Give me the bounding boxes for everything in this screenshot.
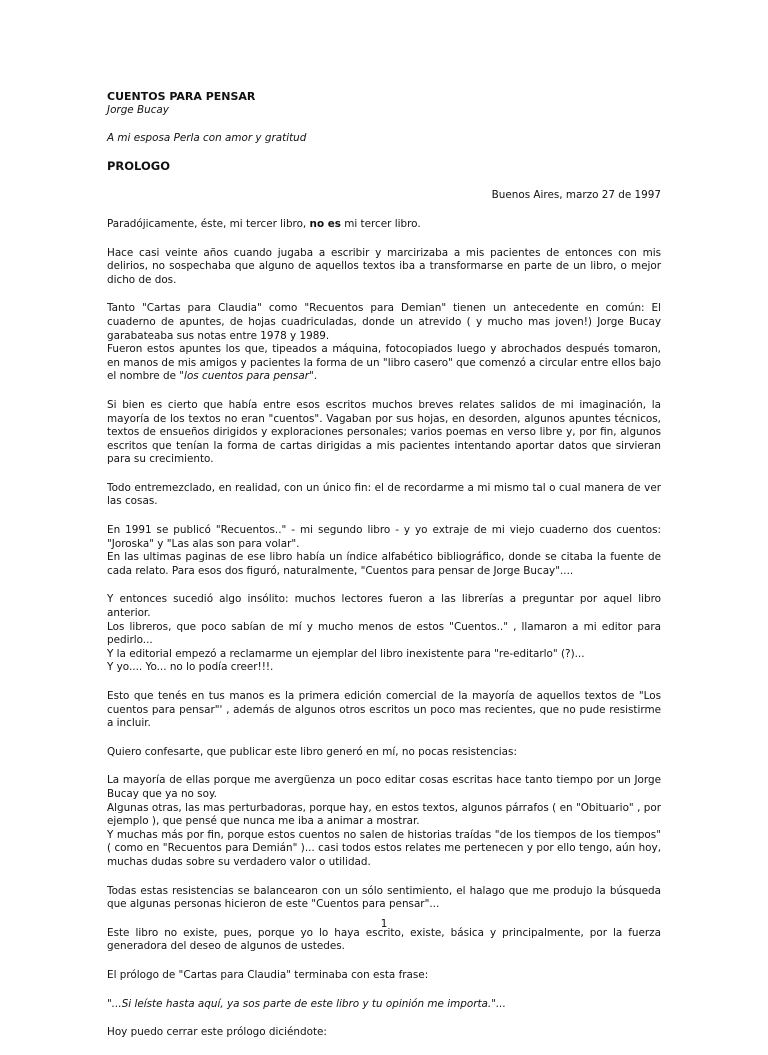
paragraph: Si bien es cierto que había entre esos escritos muchos breves relates salidos de mi imaginación, la mayoría de los textos no eran "cuentos". Vagaban por sus hojas, en desorden, algunos apuntes técnicos, textos de ensueños dirigidos y exploraciones personales; varios poemas en verso libre y, por fin, algunos escritos que tenían la forma de cartas dirigidas a mis pacientes intentando aportar datos que sirvieran para su crecimiento. [107, 398, 661, 466]
page-number: 1 [380, 918, 388, 930]
text: Y muchas más por fin, porque estos cuentos no salen de historias traídas "de los tiempos de los tiempos" ( como en "Recuentos para Demián" )... casi todos estos relates me pertenecen y por ello tengo, aún hoy, muchas dudas sobre su verdadero valor o utilidad. [107, 828, 661, 868]
text: Y yo.... Yo... no lo podía creer!!!. [107, 661, 274, 674]
text: En 1991 se publicó "Recuentos.." - mi segundo libro - y yo extraje de mi viejo cuaderno dos cuentos: "Joroska" y "Las alas son para volar". [107, 524, 661, 550]
book-title: CUENTOS PARA PENSAR [107, 90, 256, 103]
paragraph [107, 593, 661, 675]
text: . [313, 370, 318, 383]
bold-text: no es [309, 217, 341, 230]
paragraph: Hoy puedo cerrar este prólogo diciéndote: [107, 1026, 327, 1039]
date-line: Buenos Aires, marzo 27 de 1997 [491, 189, 661, 202]
text: Y la editorial empezó a reclamarme un ejemplar del libro inexistente para "re-editarlo" (?)... [107, 647, 585, 660]
paragraph: Este libro no existe, pues, porque yo lo haya escrito, existe, básica y principalmente, por la fuerza generadora del deseo de algunos de ustedes. [107, 926, 661, 953]
paragraph: Quiero confesarte, que publicar este libro generó en mí, no pocas resistencias: [107, 745, 517, 758]
text: Tanto "Cartas para Claudia" como "Recuentos para Demian" tienen un antecedente en común: El cuaderno de apuntes, de hojas cuadriculadas, donde un atrevido ( y mucho mas joven!) Jorge Bucay garabateaba sus notas entre 1978 y 1989. [107, 302, 661, 342]
paragraph: El prólogo de "Cartas para Claudia" terminaba con esta frase: [107, 968, 429, 981]
text: Fueron estos apuntes los que, tipeados a máquina, fotocopiados luego y abrochados después tomaron, en manos de mis amigos y pacientes la forma de un "libro casero" que comenzó a circular entre ellos bajo el nombre de [107, 343, 661, 383]
paragraph [107, 218, 661, 232]
text: La mayoría de ellas porque me avergüenza un poco editar cosas escritas hace tanto tiempo por un Jorge Bucay que ya no soy. [107, 774, 661, 800]
book-author: Jorge Bucay [107, 103, 169, 116]
dedication: A mi esposa Perla con amor y gratitud [107, 132, 307, 145]
section-heading: PROLOGO [107, 158, 170, 173]
text: Algunas otras, las mas perturbadoras, porque hay, en estos textos, algunos párrafos ( en "Obituario" , por ejemplo ), que pensé que nunca me iba a animar a mostrar. [107, 801, 661, 828]
text: En las ultimas paginas de ese libro había un índice alfabético bibliográfico, donde se citaba la fuente de cada relato. Para esos dos figuró, naturalmente, "Cuentos para pensar de Jorge Bucay".... [107, 551, 661, 577]
text: Y entonces sucedió algo insólito: muchos lectores fueron a las librerías a preguntar por aquel libro anterior. [107, 593, 661, 620]
paragraph [107, 302, 661, 384]
paragraph [107, 524, 661, 578]
quote-paragraph: "...Si leíste hasta aquí, ya sos parte de este libro y tu opinión me importa."... [107, 997, 506, 1010]
text: mi tercer libro. [340, 217, 421, 230]
paragraph: Hace casi veinte años cuando jugaba a escribir y marcirizaba a mis pacientes de entonces con mis delirios, no sospechaba que alguno de aquellos textos iba a transformarse en parte de un libro, o mejor dicho de dos. [107, 246, 661, 286]
document-page [107, 90, 661, 1055]
text: Los libreros, que poco sabían de mí y mucho menos de estos "Cuentos.." , llamaron a mi editor para pedirlo... [107, 620, 661, 647]
paragraph: Todo entremezclado, en realidad, con un único fin: el de recordarme a mi mismo tal o cual manera de ver las cosas. [107, 481, 661, 508]
text: Paradójicamente, éste, mi tercer libro, [107, 217, 310, 230]
paragraph: Todas estas resistencias se balancearon con un sólo sentimiento, el halago que me produjo la búsqueda que algunas personas hicieron de este "Cuentos para pensar"... [107, 884, 661, 911]
italic-text: "los cuentos para pensar" [179, 370, 314, 383]
paragraph [107, 774, 661, 869]
paragraph: Esto que tenés en tus manos es la primera edición comercial de la mayoría de aquellos textos de "Los cuentos para pensar"' , además de algunos otros escritos un poco mas recientes, que no pude resistirme a incluir. [107, 690, 661, 730]
